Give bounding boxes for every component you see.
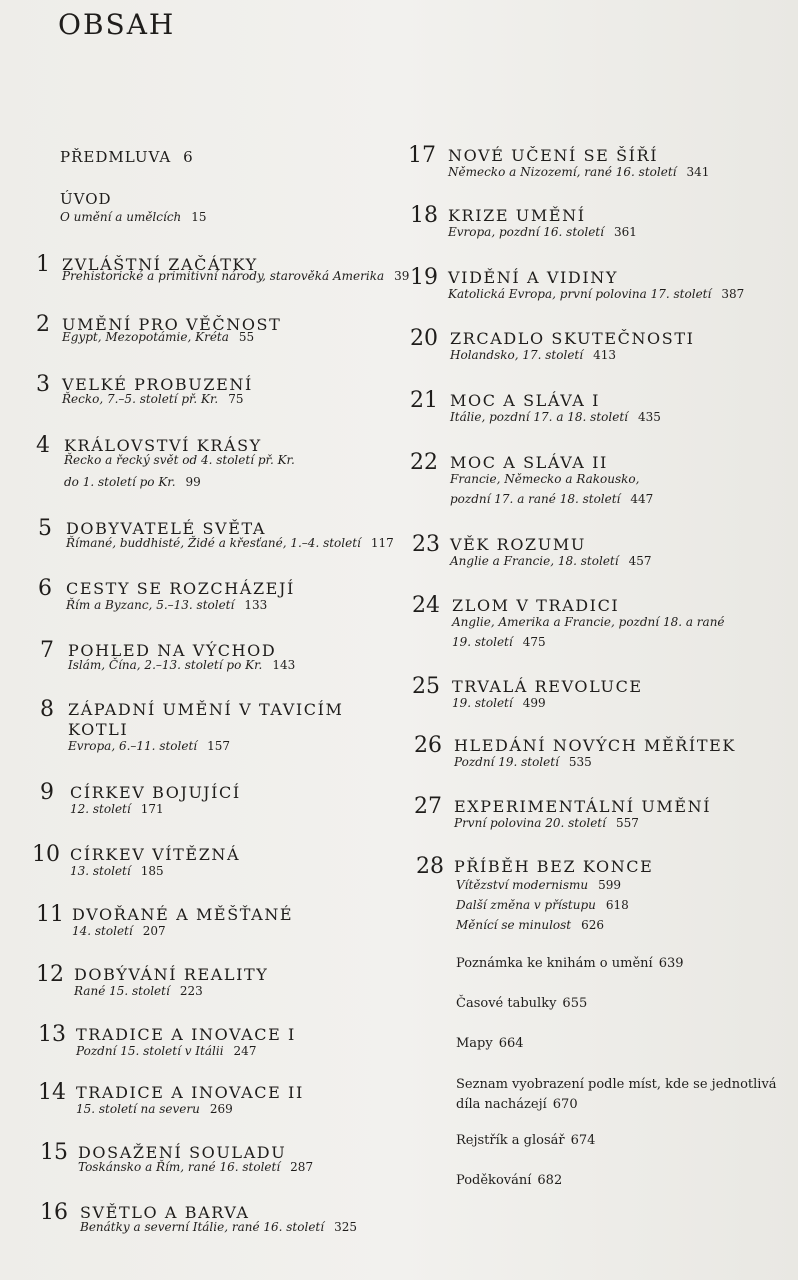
chapter-title: DOSAŽENÍ SOULADU (78, 1143, 287, 1162)
chapter-number: 8 (40, 697, 54, 722)
chapter-subtitle: 12. století 171 (70, 802, 164, 816)
chapter-title: TRADICE A INOVACE I (76, 1025, 296, 1044)
chapter-subtitle: 19. století 499 (452, 696, 546, 710)
chapter-subtitle: První polovina 20. století 557 (454, 816, 639, 830)
preface-label: PŘEDMLUVA (60, 148, 172, 166)
chapter-title: EXPERIMENTÁLNÍ UMĚNÍ (454, 797, 712, 816)
chapter-subtitle: Benátky a severní Itálie, rané 16. století 325 (80, 1220, 357, 1234)
chapter-title-line2: KOTLI (68, 720, 129, 739)
chapter-title: VIDĚNÍ A VIDINY (448, 268, 619, 287)
chapter-title: KRIZE UMĚNÍ (448, 206, 586, 225)
intro-page: 15 (191, 210, 207, 224)
chapter-title: CÍRKEV BOJUJÍCÍ (70, 783, 241, 802)
chapter-number: 7 (40, 638, 54, 663)
chapter-subtitle-line2: pozdní 17. a rané 18. století 447 (450, 492, 654, 506)
chapter-subtitle: Islám, Čína, 2.–13. století po Kr. 143 (68, 658, 296, 672)
chapter-number: 13 (38, 1022, 66, 1047)
appendix-item: Mapy 664 (456, 1036, 524, 1051)
chapter-subtitle: Anglie a Francie, 18. století 457 (450, 554, 652, 568)
chapter-number: 4 (36, 433, 50, 458)
chapter-number: 21 (410, 388, 438, 413)
chapter-subtitle: Egypt, Mezopotámie, Kréta 55 (62, 330, 255, 344)
chapter-number: 11 (36, 902, 64, 927)
chapter-number: 24 (412, 593, 440, 618)
chapter-title: MOC A SLÁVA I (450, 391, 601, 410)
chapter-subtitle: 13. století 185 (70, 864, 164, 878)
chapter-title: DOBÝVÁNÍ REALITY (74, 965, 269, 984)
chapter-number: 20 (410, 326, 438, 351)
chapter-subtitle: Francie, Německo a Rakousko, (450, 472, 640, 486)
chapter-title: UMĚNÍ PRO VĚČNOST (62, 315, 282, 334)
preface-entry (60, 148, 194, 166)
chapter-number: 15 (40, 1140, 68, 1165)
chapter-subtitle: Itálie, pozdní 17. a 18. století 435 (450, 410, 661, 424)
appendix-item-line2: díla nacházejí 670 (456, 1097, 578, 1112)
chapter-subtitle: 14. století 207 (72, 924, 166, 938)
chapter-number: 1 (36, 252, 50, 277)
chapter-subtitle: Anglie, Amerika a Francie, pozdní 18. a rané (452, 615, 725, 629)
chapter-subtitle: Pozdní 19. století 535 (454, 755, 592, 769)
chapter-subtitle: Katolická Evropa, první polovina 17. století 387 (448, 287, 745, 301)
chapter-number: 23 (412, 532, 440, 557)
appendix-item: Rejstřík a glosář 674 (456, 1133, 596, 1148)
chapter-number: 26 (414, 733, 442, 758)
chapter-subitem: Další změna v přístupu 618 (456, 898, 629, 912)
chapter-number: 5 (38, 516, 52, 541)
chapter-title: TRVALÁ REVOLUCE (452, 677, 643, 696)
chapter-subtitle: Prehistorické a primitivní národy, starověká Amerika 39 (62, 269, 410, 283)
chapter-subtitle: Holandsko, 17. století 413 (450, 348, 616, 362)
chapter-number: 22 (410, 450, 438, 475)
chapter-title: MOC A SLÁVA II (450, 453, 608, 472)
chapter-number: 14 (38, 1080, 66, 1105)
chapter-subtitle-line2: 19. století 475 (452, 635, 546, 649)
intro-title: ÚVOD (60, 190, 112, 208)
chapter-title: SVĚTLO A BARVA (80, 1203, 250, 1222)
chapter-title: CESTY SE ROZCHÁZEJÍ (66, 579, 295, 598)
appendix-item: Časové tabulky 655 (456, 996, 588, 1011)
chapter-number: 18 (410, 203, 438, 228)
chapter-title: POHLED NA VÝCHOD (68, 641, 277, 660)
chapter-title: DOBYVATELÉ SVĚTA (66, 519, 267, 538)
chapter-subtitle: Řecko, 7.–5. století př. Kr. 75 (62, 392, 244, 406)
chapter-title: ZÁPADNÍ UMĚNÍ V TAVICÍM (68, 700, 344, 719)
chapter-number: 16 (40, 1200, 68, 1225)
chapter-title: TRADICE A INOVACE II (76, 1083, 304, 1102)
chapter-subtitle: Toskánsko a Řím, rané 16. století 287 (78, 1160, 314, 1174)
chapter-number: 28 (416, 854, 444, 879)
chapter-title: KRÁLOVSTVÍ KRÁSY (64, 436, 262, 455)
chapter-title: CÍRKEV VÍTĚZNÁ (70, 845, 241, 864)
chapter-subtitle: Evropa, 6.–11. století 157 (68, 739, 231, 753)
page-title: OBSAH (58, 8, 176, 41)
intro-subtitle (60, 208, 207, 226)
chapter-title: PŘÍBĚH BEZ KONCE (454, 857, 654, 876)
chapter-number: 10 (32, 842, 60, 867)
chapter-subtitle: Řím a Byzanc, 5.–13. století 133 (66, 598, 268, 612)
chapter-subitem: Měnící se minulost 626 (456, 918, 605, 932)
chapter-number: 12 (36, 962, 64, 987)
chapter-subtitle: Rané 15. století 223 (74, 984, 203, 998)
chapter-title: NOVÉ UČENÍ SE ŠÍŘÍ (448, 146, 659, 165)
chapter-number: 9 (40, 780, 54, 805)
chapter-title: ZRCADLO SKUTEČNOSTI (450, 329, 695, 348)
chapter-title: ZVLÁŠTNÍ ZAČÁTKY (62, 255, 258, 274)
appendix-item: Seznam vyobrazení podle míst, kde se jednotlivá (456, 1077, 777, 1092)
chapter-number: 2 (36, 312, 50, 337)
appendix-item: Poznámka ke knihám o umění 639 (456, 956, 684, 971)
chapter-subtitle: Evropa, pozdní 16. století 361 (448, 225, 637, 239)
chapter-number: 6 (38, 576, 52, 601)
chapter-title: VĚK ROZUMU (450, 535, 586, 554)
chapter-number: 27 (414, 794, 442, 819)
chapter-title: VELKÉ PROBUZENÍ (62, 375, 253, 394)
chapter-title: DVOŘANÉ A MĚŠŤANÉ (72, 905, 294, 924)
appendix-item: Poděkování 682 (456, 1173, 563, 1188)
chapter-subtitle-line2: do 1. století po Kr. 99 (64, 475, 201, 489)
chapter-number: 3 (36, 372, 50, 397)
chapter-number: 17 (408, 143, 436, 168)
chapter-number: 25 (412, 674, 440, 699)
chapter-title: HLEDÁNÍ NOVÝCH MĚŘÍTEK (454, 736, 736, 755)
chapter-subitem: Vítězství modernismu 599 (456, 878, 622, 892)
intro-sub-text: O umění a umělcích (60, 210, 182, 224)
chapter-number: 19 (410, 265, 438, 290)
chapter-subtitle: Řecko a řecký svět od 4. století př. Kr. (64, 453, 295, 467)
chapter-subtitle: Německo a Nizozemí, rané 16. století 341 (448, 165, 710, 179)
chapter-title: ZLOM V TRADICI (452, 596, 620, 615)
chapter-subtitle: Pozdní 15. století v Itálii 247 (76, 1044, 257, 1058)
chapter-subtitle: 15. století na severu 269 (76, 1102, 233, 1116)
preface-page: 6 (183, 148, 194, 166)
chapter-subtitle: Římané, buddhisté, Židé a křesťané, 1.–4. století 117 (66, 536, 394, 550)
